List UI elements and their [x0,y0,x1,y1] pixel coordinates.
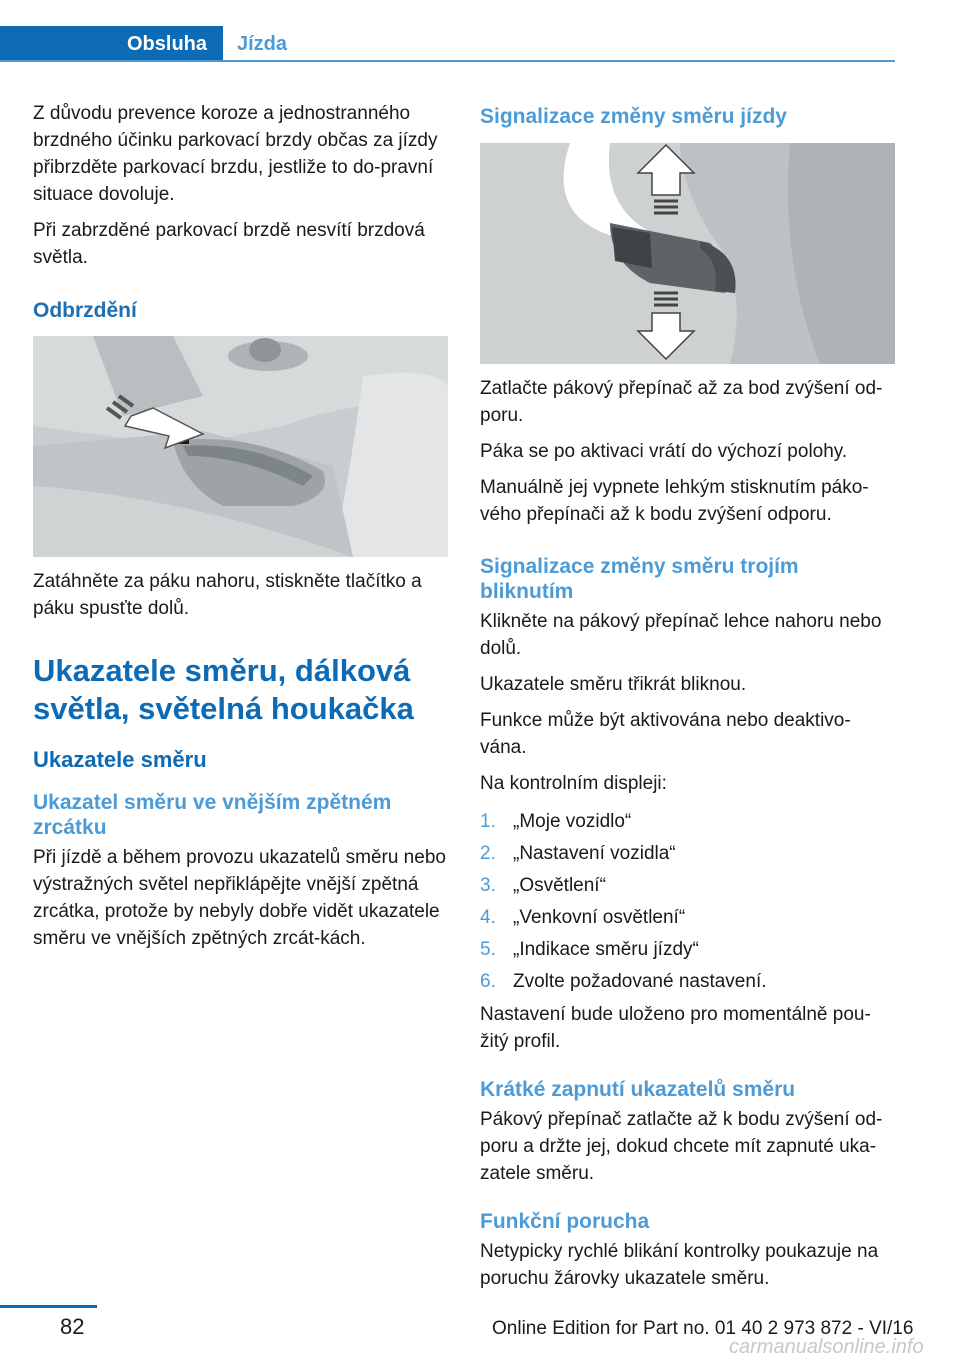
heading-short-activation: Krátké zapnutí ukazatelů směru [480,1078,796,1101]
paragraph-brake-lights: Při zabrzděné parkovací brzdě nesvítí brzdová světla. [33,220,425,268]
watermark: carmanualsonline.info [729,1336,924,1358]
list-item: 2. „Nastavení vozidla“ [480,843,676,864]
paragraph-control-display: Na kontrolním displeji: [480,773,667,794]
turn-signal-lever-illustration [480,143,895,364]
left-column [33,100,449,961]
paragraph-mirror-warning: Při jízdě a během provozu ukazatelů směru nebo výstražných světel nepřiklápějte vnější zpětná zrcátka, protože by nebyly dobře vidět ukazatele směru ve vnějších zpětných zrcát‐kách. [33,847,446,949]
paragraph-profile-saved: Nastavení bude uloženo pro momentálně pou‐žitý profil. [480,1004,871,1052]
paragraph-hold-lever: Pákový přepínač zatlačte až k bodu zvýšení od‐poru a držte jej, dokud chcete mít zapnuté uka‐zatele směru. [480,1109,883,1184]
paragraph-manual-off: Manuálně jej vypnete lehkým stisknutím páko‐vého přepínači až k bodu zvýšení odporu. [480,477,869,525]
list-item: 6. Zvolte požadované nastavení. [480,971,767,992]
footer-divider [0,1305,97,1308]
paragraph-click-lever: Klikněte na pákový přepínač lehce nahoru nebo dolů. [480,611,882,659]
header-bar [0,0,960,62]
steps-list [480,806,896,998]
header-divider [0,60,895,62]
paragraph-activate: Funkce může být aktivována nebo deaktivo‐vána. [480,710,851,758]
paragraph-release-brake: Zatáhněte za páku nahoru, stiskněte tlačítko a páku spusťte dolů. [33,571,422,619]
paragraph-corrosion: Z důvodu prevence koroze a jednostranného brzdného účinku parkovací brzdy občas za jízdy přibrzděte parkovací brzdu, jestliže to do‐pravní situace dovoluje. [33,103,438,205]
heading-main-section: Ukazatele směru, dálková světla, světelná houkačka [33,653,414,726]
list-item: 4. „Venkovní osvětlení“ [480,907,686,928]
paragraph-malfunction: Netypicky rychlé blikání kontrolky poukazuje na poruchu žárovky ukazatele směru. [480,1241,879,1289]
right-column [480,100,896,1301]
heading-odbrzdeni: Odbrzdění [33,299,137,322]
heading-signalizace: Signalizace změny směru jízdy [480,105,787,128]
edition-info: Online Edition for Part no. 01 40 2 973 872 - VI/16 [492,1318,914,1339]
list-item: 3. „Osvětlení“ [480,875,606,896]
paragraph-blink-three: Ukazatele směru třikrát bliknou. [480,674,747,695]
page-number: 82 [60,1314,85,1339]
list-item: 1. „Moje vozidlo“ [480,811,632,832]
heading-ukazatele-smeru: Ukazatele směru [33,747,207,772]
heading-mirror-indicator: Ukazatel směru ve vnějším zpětném zrcátku [33,791,392,839]
tab-jizda[interactable]: Jízda [237,33,288,55]
tab-obsluha[interactable]: Obsluha [0,26,223,62]
paragraph-lever-returns: Páka se po aktivaci vrátí do výchozí polohy. [480,441,848,462]
list-item: 5. „Indikace směru jízdy“ [480,939,699,960]
paragraph-push-lever: Zatlačte pákový přepínač až za bod zvýšení od‐poru. [480,378,883,426]
heading-malfunction: Funkční porucha [480,1210,650,1233]
heading-triple-blink: Signalizace změny směru trojím bliknutím [480,555,799,603]
parking-brake-illustration [33,336,448,557]
